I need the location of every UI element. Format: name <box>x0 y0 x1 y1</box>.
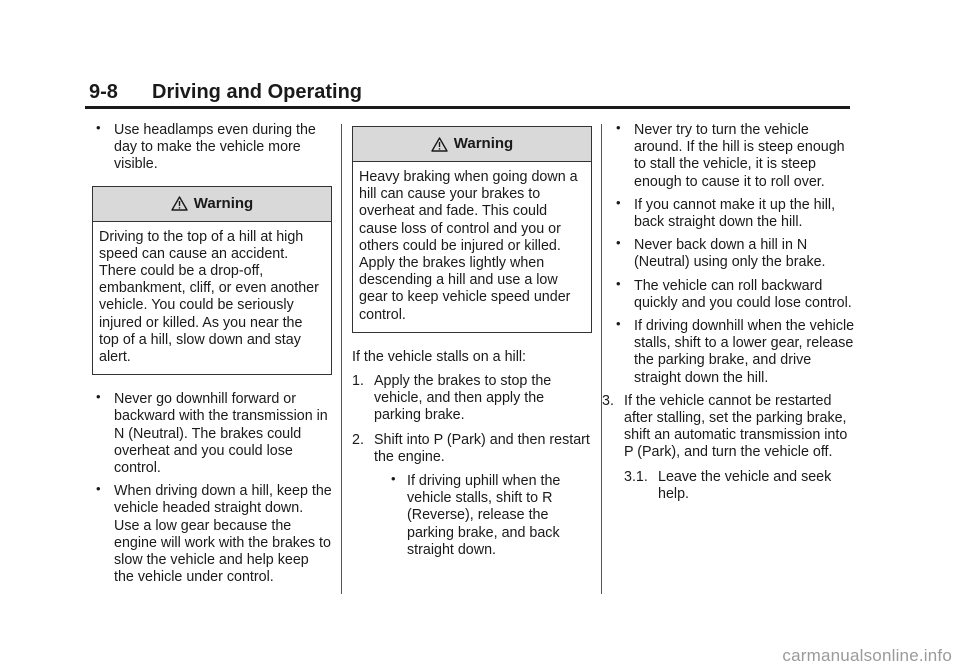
column-divider <box>601 124 602 594</box>
warning-box <box>352 126 592 333</box>
bullet-icon: • <box>96 120 101 135</box>
bullet-text: If driving uphill when the vehicle stalls, shift to R (Reverse), release the parking brake, and back straight down. <box>407 473 561 558</box>
bullet-text: The vehicle can roll backward quickly and you could lose control. <box>634 277 852 311</box>
list-item <box>612 318 855 387</box>
bullet-text: Never go downhill forward or backward with the transmission in N (Neutral). The brakes could overheat and you could lose control. <box>114 391 328 477</box>
bullet-text: If driving downhill when the vehicle stalls, shift to a lower gear, release the parking brake, and drive straight down the hill. <box>634 318 855 386</box>
page-header <box>85 80 850 109</box>
watermark: carmanualsonline.info <box>782 646 952 665</box>
bullet-icon: • <box>96 481 101 497</box>
bullet-icon: • <box>616 316 621 332</box>
bullet-text: When driving down a hill, keep the vehicle headed straight down. Use a low gear because the engine will work with the brakes to slow the vehicle and help keep the vehicle under control. <box>114 483 332 586</box>
warning-box <box>92 186 332 376</box>
list-item <box>92 391 332 477</box>
bullet-icon: • <box>616 194 621 210</box>
column-divider <box>341 124 342 594</box>
column-1 <box>92 122 332 592</box>
warning-body: Heavy braking when going down a hill can cause your brakes to overheat and fade. This could cause loss of control and you or others could be injured or killed. Apply the brakes lightly when descending a hill and use a low gear to keep vehicle speed under control. <box>359 169 578 323</box>
list-item <box>612 237 855 271</box>
list-item <box>612 194 855 231</box>
bullet-icon: • <box>616 120 621 135</box>
step-text: Shift into P (Park) and then restart the engine. <box>374 431 590 465</box>
warning-title: Warning <box>193 195 254 212</box>
list-item <box>612 275 855 312</box>
step-text: If the vehicle cannot be restarted after stalling, set the parking brake, shift an automatic transmission into P (Park), and turn the vehicle off. <box>624 392 848 461</box>
numbered-step <box>352 432 592 466</box>
list-item <box>387 473 592 559</box>
bullet-icon: • <box>391 471 396 487</box>
step-number: 3. <box>602 392 614 409</box>
step-number: 1. <box>352 373 364 390</box>
step-text: Apply the brakes to stop the vehicle, and then apply the parking brake. <box>374 373 552 424</box>
bullet-text: Never try to turn the vehicle around. If the hill is steep enough to stall the vehicle, it is steep enough to cause it to roll over. <box>634 122 845 190</box>
list-item <box>92 483 332 586</box>
warning-body: Driving to the top of a hill at high speed can cause an accident. There could be a drop-off, embankment, cliff, or even another vehicle. You could be seriously injured or killed. As you near the top of a hill, slow down and stay alert. <box>99 228 319 366</box>
numbered-step <box>624 469 855 503</box>
section-title: Driving and Operating <box>152 81 363 103</box>
step-number: 3.1. <box>624 468 648 485</box>
page-number: 9-8 <box>89 81 118 103</box>
bullet-text: Use headlamps even during the day to make the vehicle more visible. <box>114 122 316 173</box>
warning-title: Warning <box>453 135 514 153</box>
warning-triangle-icon <box>431 137 448 152</box>
column-3 <box>602 120 855 510</box>
step-text: Leave the vehicle and seek help. <box>658 468 832 502</box>
numbered-step <box>352 373 592 425</box>
bullet-text: If you cannot make it up the hill, back straight down the hill. <box>634 196 836 231</box>
bullet-icon: • <box>616 275 621 291</box>
warning-header <box>93 187 331 222</box>
bullet-icon: • <box>96 389 101 405</box>
warning-header <box>353 127 591 162</box>
numbered-step <box>602 393 855 462</box>
intro-text: If the vehicle stalls on a hill: <box>352 348 527 365</box>
bullet-text: Never back down a hill in N (Neutral) using only the brake. <box>634 237 826 271</box>
list-item <box>612 122 855 191</box>
column-2 <box>352 122 592 565</box>
warning-triangle-icon <box>171 196 188 211</box>
bullet-icon: • <box>616 235 621 251</box>
step-number: 2. <box>352 431 364 448</box>
list-item <box>92 122 332 174</box>
